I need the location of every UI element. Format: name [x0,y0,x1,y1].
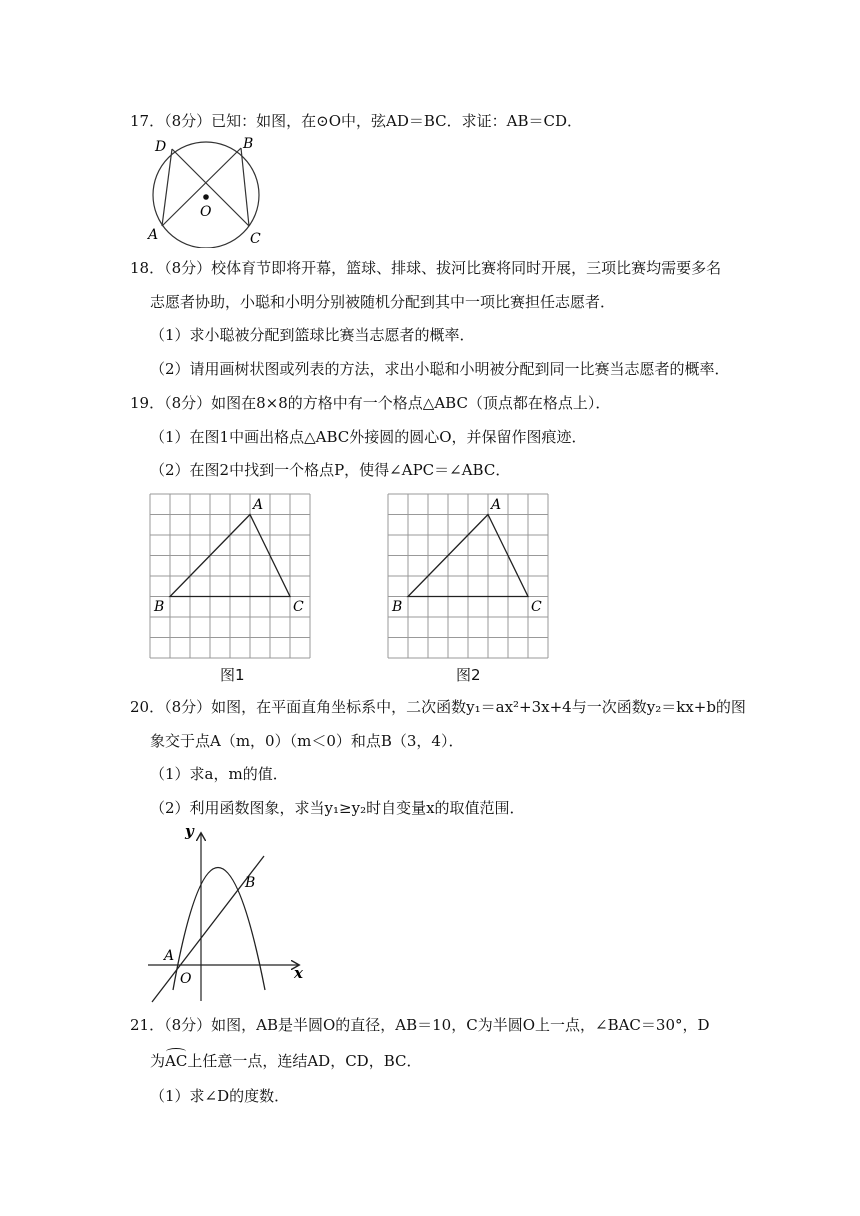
q19-part-1: （1）在图1中画出格点△ABC外接圆的圆心O，并保留作图痕迹． [150,428,587,446]
label-o: O [200,204,212,220]
q20-part-2: （2）利用函数图象，求当y₁≥y₂时自变量x的取值范围． [150,799,525,817]
arc-ac-label: AC [165,1052,188,1070]
q18-part-2: （2）请用画树状图或列表的方法，求出小聪和小明被分配到同一比赛当志愿者的概率． [150,360,730,378]
q21-text-2-pre: 为 [150,1052,166,1070]
q19-part-2: （2）在图2中找到一个格点P，使得∠APC＝∠ABC． [150,461,511,479]
q17-text: 17．（8分）已知：如图，在⊙O中，弦AD＝BC．求证：AB＝CD． [130,112,582,130]
chord-ad [162,149,172,226]
label-b: B [154,599,165,615]
label-b: B [243,136,254,152]
q18-part-1: （1）求小聪被分配到篮球比赛当志愿者的概率． [150,326,475,344]
q19-grid-figure-2 [386,492,550,660]
label-a: A [253,497,264,513]
q21-text-1: 21．（8分）如图，AB是半圆O的直径，AB＝10，C为半圆O上一点，∠BAC＝30°，D [130,1016,710,1034]
q18-text-1: 18．（8分）校体育节即将开幕，篮球、排球、拔河比赛将同时开展，三项比赛均需要多名 [130,259,722,277]
q19-fig1-caption: 图1 [220,666,245,684]
q18-text-2: 志愿者协助，小聪和小明分别被随机分配到其中一项比赛担任志愿者． [150,293,616,311]
label-c: C [531,599,542,615]
q19-fig2-caption: 图2 [456,666,481,684]
q21-text-2-post: 上任意一点，连结AD，CD，BC． [187,1052,422,1070]
q20-part-1: （1）求a，m的值． [150,765,288,783]
label-b: B [245,875,256,891]
q17-circle-figure [140,136,275,248]
label-a: A [164,948,175,964]
q20-text-1: 20．（8分）如图，在平面直角坐标系中，二次函数y₁＝ax²+3x+4与一次函数y₂＝kx+b的图 [130,698,746,716]
q21-text-2 [150,1051,421,1071]
label-c: C [293,599,304,615]
q20-function-graph [140,820,310,1005]
q21-part-1: （1）求∠D的度数． [150,1087,290,1105]
label-c: C [250,231,261,247]
q20-text-2: 象交于点A（m，0）（m＜0）和点B（3，4）． [150,732,464,750]
label-o: O [180,971,192,987]
label-y: y [185,822,194,840]
label-a: A [148,227,159,243]
label-d: D [155,139,167,155]
center-point [203,194,209,200]
label-x: x [294,964,303,982]
q19-text: 19．（8分）如图在8×8的方格中有一个格点△ABC（顶点都在格点上）． [130,394,611,412]
q19-grid-figure-1 [148,492,312,660]
label-a: A [491,497,502,513]
label-b: B [392,599,403,615]
